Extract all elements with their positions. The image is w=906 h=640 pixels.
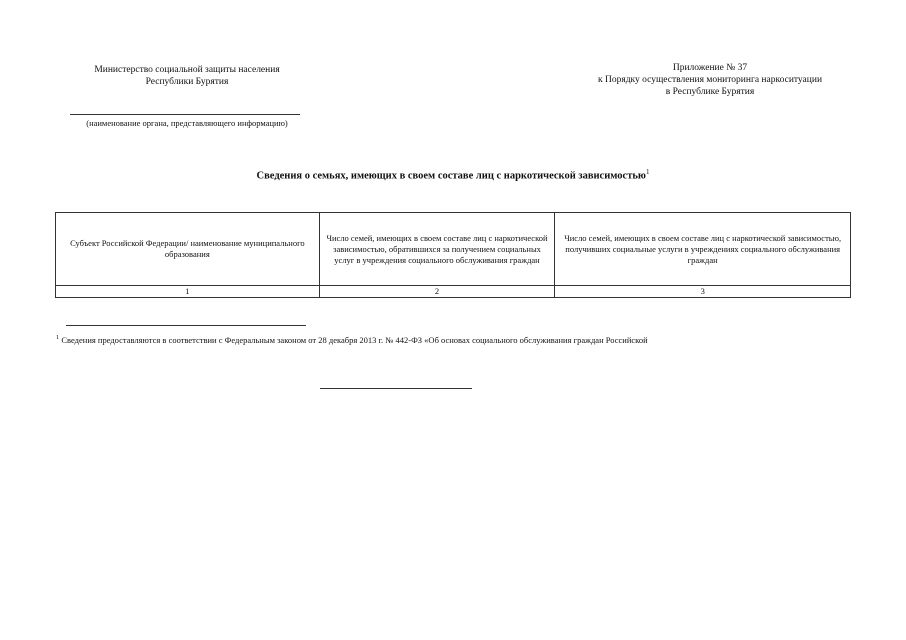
- footnote-separator: [66, 325, 306, 326]
- closing-line: [320, 388, 472, 389]
- organization-name-line1: Министерство социальной защиты населения: [94, 65, 280, 75]
- reporting-organization: [62, 64, 312, 88]
- footnote-text: Сведения предоставляются в соответствии с Федеральным законом от 28 декабря 2013 г. № 442-ФЗ «Об основах социального обслуживания граждан Российской: [59, 334, 648, 345]
- table-header-row: [56, 213, 851, 286]
- title-footnote-mark: 1: [645, 168, 650, 176]
- footnote-mark: 1: [56, 334, 60, 341]
- organization-name-line2: Республики Бурятия: [145, 77, 229, 87]
- organization-signature-line: [70, 114, 300, 115]
- column-header-subject: Субъект Российской Федерации/ наименование муниципального образования: [56, 213, 320, 286]
- footnote: [56, 334, 856, 345]
- appendix-region: в Республике Бурятия: [665, 87, 755, 97]
- appendix-reference: [560, 62, 860, 98]
- column-number: 2: [319, 286, 555, 298]
- column-header-families-received: Число семей, имеющих в своем составе лиц с наркотической зависимостью, получивших социальные услуги в учреждениях социального обслуживания граждан: [555, 213, 851, 286]
- column-header-families-applied: Число семей, имеющих в своем составе лиц с наркотической зависимостью, обратившихся за получением социальных услуг в учреждения социального обслуживания граждан: [319, 213, 555, 286]
- report-table: [55, 212, 851, 298]
- column-number: 3: [555, 286, 851, 298]
- column-number: 1: [56, 286, 320, 298]
- appendix-order: к Порядку осуществления мониторинга наркоситуации: [597, 75, 823, 85]
- document-title: [0, 168, 906, 182]
- appendix-number: Приложение № 37: [672, 63, 748, 73]
- document-title-text: Сведения о семьях, имеющих в своем составе лиц с наркотической зависимостью: [256, 170, 646, 182]
- table-number-row: [56, 286, 851, 298]
- organization-caption: (наименование органа, представляющего информацию): [86, 118, 288, 128]
